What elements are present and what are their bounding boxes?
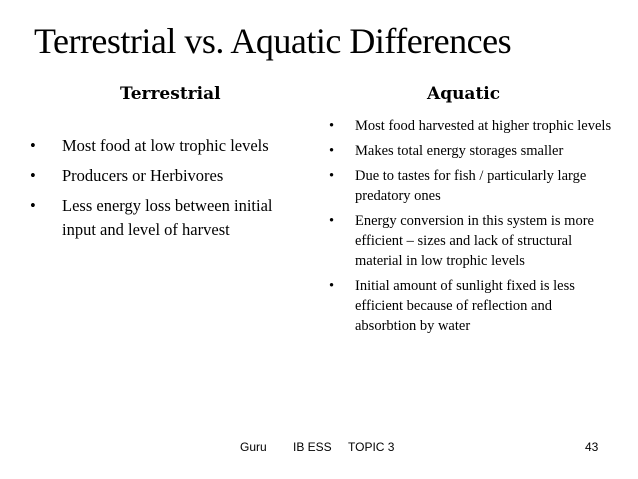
bullet-icon: • [329,213,335,229]
bullet-icon: • [30,166,36,185]
footer-author: Guru [240,440,267,454]
bullet-icon: • [30,196,36,215]
list-item-text: Most food at low trophic levels [62,136,269,155]
bullet-icon: • [329,168,335,184]
list-item-text: Producers or Herbivores [62,166,224,185]
bullet-icon: • [329,143,335,159]
slide-title: Terrestrial vs. Aquatic Differences [34,21,512,61]
list-item [329,211,614,271]
list-item [329,276,614,336]
list-item-text: Energy conversion in this system is more efficient – sizes and lack of structural material in low trophic levels [355,213,594,269]
terrestrial-heading: Terrestrial [120,84,221,104]
list-item-text: Initial amount of sunlight fixed is less efficient because of reflection and absorbtion by water [355,278,575,334]
list-item [30,194,300,242]
bullet-icon: • [329,278,335,294]
bullet-icon: • [329,118,335,134]
footer-topic: TOPIC 3 [348,440,395,454]
footer-course: IB ESS [293,440,332,454]
list-item-text: Makes total energy storages smaller [355,143,564,159]
list-item-text: Due to tastes for fish / particularly large predatory ones [355,168,587,204]
list-item-text: Most food harvested at higher trophic levels [355,118,612,134]
aquatic-heading: Aquatic [427,84,501,104]
aquatic-list [329,116,614,341]
list-item-text: Less energy loss between initial input and level of harvest [62,196,273,239]
list-item [329,141,614,161]
list-item [329,166,614,206]
bullet-icon: • [30,136,36,155]
list-item [30,134,300,158]
list-item [30,164,300,188]
list-item [329,116,614,136]
terrestrial-list [30,134,300,248]
page-number: 43 [585,440,599,454]
